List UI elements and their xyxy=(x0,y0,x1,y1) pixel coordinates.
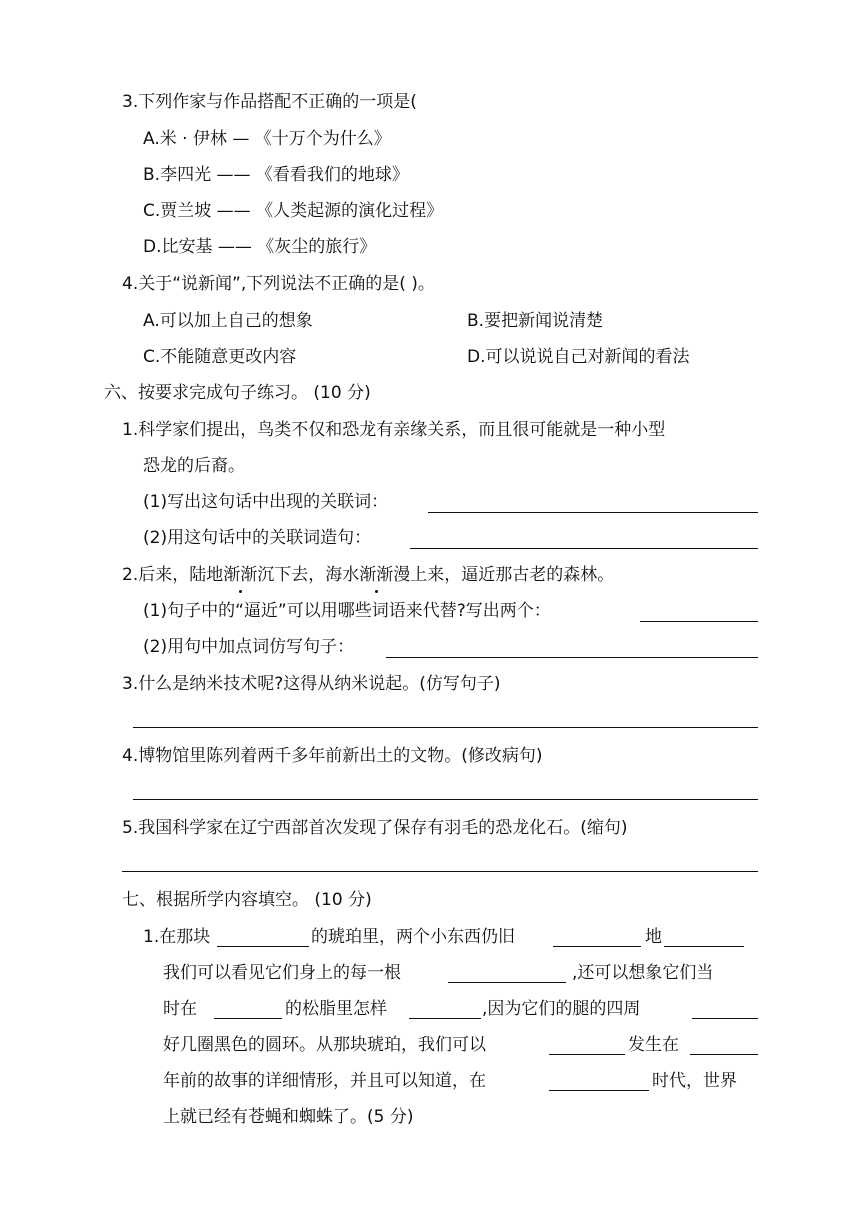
s6-q1-line1: 1.科学家们提出，鸟类不仅和恐龙有亲缘关系，而且很可能就是一种小型 xyxy=(122,420,666,440)
q4-stem: 4.关于“说新闻”,下列说法不正确的是( )。 xyxy=(122,274,435,294)
s6-q2-stem-a: 2.后来，陆地 xyxy=(122,565,224,585)
s7-q1-blank-3[interactable] xyxy=(664,946,744,947)
s6-q2-sub2: (2)用句中加点词仿写句子： xyxy=(143,637,355,657)
s7-q1-l4-text1: 好几圈黑色的圆环。从那块琥珀，我们可以 xyxy=(163,1035,486,1055)
section-7-heading: 七、根据所学内容填空。 (10 分) xyxy=(122,890,372,910)
s7-q1-blank-2[interactable] xyxy=(553,946,641,947)
s6-q5-answer-line[interactable] xyxy=(122,871,758,872)
s7-q1-l1-text2: 的琥珀里，两个小东西仍旧 xyxy=(311,927,515,947)
s7-q1-l3-text3: ,因为它们的腿的四周 xyxy=(482,999,641,1019)
q4-option-c: C.不能随意更改内容 xyxy=(143,347,297,367)
s7-q1-l6: 上就已经有苍蝇和蜘蛛了。(5 分) xyxy=(163,1107,414,1127)
s6-q1-sub1-answer-line[interactable] xyxy=(428,512,758,513)
s6-q2-emph-word-2: 渐渐 xyxy=(359,565,394,585)
s7-q1-l2-text1: 我们可以看见它们身上的每一根 xyxy=(163,963,401,983)
s7-q1-l5-text1: 年前的故事的详细情形，并且可以知道，在 xyxy=(163,1071,486,1091)
s6-q3: 3.什么是纳米技术呢?这得从纳米说起。(仿写句子) xyxy=(122,674,501,694)
s7-q1-l1-text3: 地 xyxy=(645,927,662,947)
s6-q2-stem-c: 漫上来，逼近那古老的森林。 xyxy=(393,565,615,585)
s7-q1-l1-text1: 1.在那块 xyxy=(143,927,211,947)
q3-stem: 3.下列作家与作品搭配不正确的一项是( xyxy=(122,92,417,112)
s6-q4: 4.博物馆里陈列着两千多年前新出土的文物。(修改病句) xyxy=(122,746,543,766)
q4-option-d: D.可以说说自己对新闻的看法 xyxy=(467,347,690,367)
q4-option-b: B.要把新闻说清楚 xyxy=(467,311,604,331)
q3-option-d: D.比安基 —— 《灰尘的旅行》 xyxy=(143,237,377,257)
s7-q1-blank-8[interactable] xyxy=(549,1054,625,1055)
s6-q1-sub2: (2)用这句话中的关联词造句： xyxy=(143,528,372,548)
s7-q1-blank-1[interactable] xyxy=(217,946,309,947)
s7-q1-l4-text2: 发生在 xyxy=(628,1035,679,1055)
s7-q1-blank-5[interactable] xyxy=(214,1018,282,1019)
s6-q5: 5.我国科学家在辽宁西部首次发现了保存有羽毛的恐龙化石。(缩句) xyxy=(122,818,628,838)
s7-q1-l3-text1: 时在 xyxy=(163,999,197,1019)
s6-q3-answer-line[interactable] xyxy=(133,727,758,728)
s7-q1-blank-6[interactable] xyxy=(409,1018,481,1019)
q3-option-c: C.贾兰坡 —— 《人类起源的演化过程》 xyxy=(143,201,444,221)
s7-q1-blank-4[interactable] xyxy=(448,982,566,983)
s6-q1-sub1: (1)写出这句话中出现的关联词： xyxy=(143,492,389,512)
s6-q2-emph-word-1: 渐渐 xyxy=(223,565,258,585)
q3-option-b: B.李四光 —— 《看看我们的地球》 xyxy=(143,165,409,185)
s6-q2-sub2-answer-line[interactable] xyxy=(386,657,758,658)
section-6-heading: 六、按要求完成句子练习。 (10 分) xyxy=(104,383,371,403)
q3-option-a: A.米 · 伊林 — 《十万个为什么》 xyxy=(143,129,391,149)
q4-option-a: A.可以加上自己的想象 xyxy=(143,311,313,331)
s7-q1-blank-7[interactable] xyxy=(692,1018,758,1019)
s7-q1-l5-text2: 时代，世界 xyxy=(652,1071,737,1091)
s6-q4-answer-line[interactable] xyxy=(133,799,758,800)
s6-q2-sub1: (1)句子中的“逼近”可以用哪些词语来代替?写出两个： xyxy=(143,601,551,621)
s7-q1-blank-9[interactable] xyxy=(690,1054,758,1055)
s6-q2-sub1-answer-line[interactable] xyxy=(640,621,758,622)
s7-q1-l2-text2: ,还可以想象它们当 xyxy=(572,963,714,983)
s6-q1-line2: 恐龙的后裔。 xyxy=(143,456,245,476)
s6-q1-sub2-answer-line[interactable] xyxy=(410,548,758,549)
s7-q1-blank-10[interactable] xyxy=(549,1090,649,1091)
s6-q2-stem-b: 沉下去，海水 xyxy=(257,565,360,585)
s7-q1-l3-text2: 的松脂里怎样 xyxy=(285,999,387,1019)
s6-q2-stem xyxy=(122,563,614,587)
